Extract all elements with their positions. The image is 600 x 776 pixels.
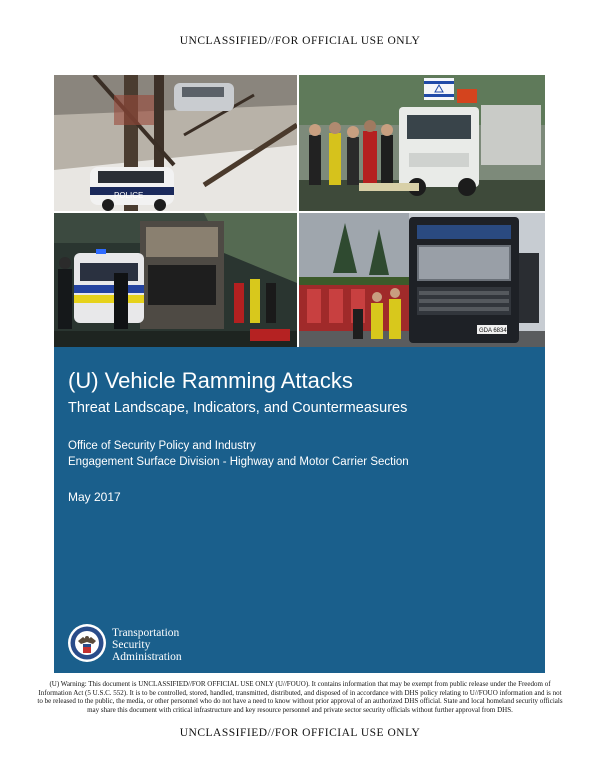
dhs-seal-icon bbox=[67, 623, 107, 663]
photo-truck-crowd-flag bbox=[299, 75, 545, 211]
title-panel bbox=[54, 347, 545, 673]
photo-night-police-truck bbox=[54, 213, 297, 347]
document-subtitle: Threat Landscape, Indicators, and Countermeasures bbox=[68, 400, 408, 416]
photo-truck-christmas-market bbox=[299, 213, 545, 347]
photo-police-car-crash bbox=[54, 75, 297, 211]
classification-marking-top: UNCLASSIFIED//FOR OFFICIAL USE ONLY bbox=[179, 35, 421, 47]
publication-date: May 2017 bbox=[68, 490, 121, 504]
office-name: Office of Security Policy and Industry bbox=[68, 440, 256, 452]
cover-page bbox=[54, 75, 545, 673]
fouo-warning-text: (U) Warning: This document is UNCLASSIFIED//FOR OFFICIAL USE ONLY (U//FOUO). It contains information that may be exempt from public release under the Freedom of Information Act (5 U.S.C. 552). It is to be controlled, stored, handled, transmitted, distributed, and disposed of in accordance with DHS policy relating to U//FOUO information and is not to be released to the public, the media, or other personnel who do not have a need to know without prior approval of an authorized DHS official. State and local homeland security officials may share this document with critical infrastructure and key resource personnel and private sector security officials without further approval from DHS. bbox=[37, 680, 563, 714]
agency-name-line1: Transportation bbox=[112, 627, 180, 639]
division-name: Engagement Surface Division - Highway and Motor Carrier Section bbox=[68, 456, 409, 468]
document-title: (U) Vehicle Ramming Attacks bbox=[68, 368, 353, 393]
agency-name-line3: Administration bbox=[112, 651, 182, 663]
agency-name-line2: Security bbox=[112, 639, 151, 651]
agency-name bbox=[112, 627, 182, 663]
police-car-label: POLICE bbox=[114, 191, 144, 200]
photo-collage bbox=[54, 75, 545, 347]
classification-marking-bottom: UNCLASSIFIED//FOR OFFICIAL USE ONLY bbox=[179, 727, 421, 739]
truck-plate-label: GDA 6834 bbox=[479, 328, 507, 334]
